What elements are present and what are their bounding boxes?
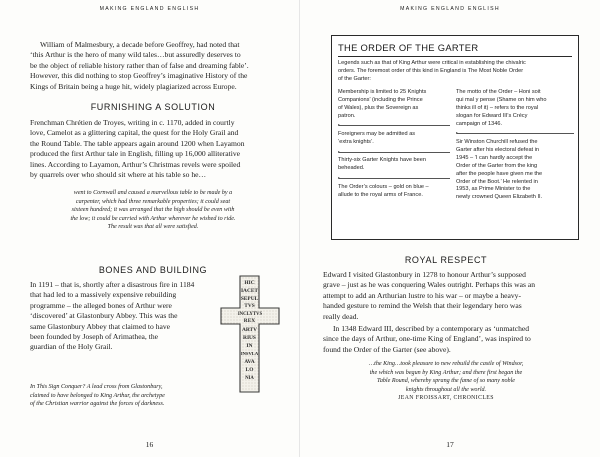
text-line: patron. xyxy=(338,112,356,119)
inscription-line: ARTV xyxy=(241,327,258,333)
box-fact xyxy=(456,89,574,129)
box-title: THE ORDER OF THE GARTER xyxy=(338,42,572,57)
caption-line: In This Sign Conquer? A lead cross from Glastonbury, xyxy=(30,384,163,390)
inscription-line: TVS xyxy=(244,303,255,309)
text-line: since the days of Arthur, one-time King of England’, was inspired to xyxy=(323,334,531,344)
quote-line: went to Cornwall and caused a marvellous table to be made by a xyxy=(73,190,233,196)
box-fact xyxy=(338,184,450,200)
text-line: attempt to add an Arthurian lustre to his war – or maybe a heavy- xyxy=(323,290,522,300)
box-intro xyxy=(338,60,574,84)
inscription-line: INCLYTVS xyxy=(237,312,263,317)
text-line: Order of the Garter from the king xyxy=(456,162,538,169)
text-line: found the Order of the Garter (see above). xyxy=(323,344,451,354)
section-paragraph xyxy=(30,280,220,353)
section-paragraph xyxy=(30,118,276,180)
text-line: The Order’s colours – gold on blue – xyxy=(338,184,429,190)
quote-line: sixteen hundred; it was arranged that the high should be even with xyxy=(71,207,235,214)
text-line: lines. According to Layamon, Arthur’s Christmas revels were spoiled xyxy=(30,159,241,169)
page-number: 16 xyxy=(145,440,154,449)
section-paragraph xyxy=(323,324,569,355)
text-line: 1953, as Prime Minister to the xyxy=(456,186,531,193)
text-line: love, Camelot as a glittering capital, the quest for the Holy Grail and xyxy=(30,128,239,138)
text-line: of Wales), plus the Sovereign as xyxy=(338,104,419,111)
text-line: Companions’ (including the Prince xyxy=(338,96,423,103)
text-line: guardian of the Holy Grail. xyxy=(30,342,113,352)
text-line: campaign of 1346. xyxy=(456,120,503,127)
text-line: orders. The foremost order of this kind in England is The Most Noble Order xyxy=(338,67,524,74)
order-of-the-garter-box xyxy=(331,35,579,240)
text-line: William of Malmesbury, a decade before Geoffrey, had noted that xyxy=(40,40,240,49)
page-number: 17 xyxy=(446,440,454,449)
running-head: MAKING ENGLAND ENGLISH xyxy=(99,6,200,12)
quote-line: knights throughout all the world. xyxy=(405,386,487,393)
inscription-line: IN xyxy=(246,343,253,349)
inscription-line: AVA xyxy=(244,359,255,365)
text-line: Order of the Boot.’ He relented in xyxy=(456,178,538,185)
text-line: same Glastonbury Abbey that claimed to have xyxy=(30,321,171,331)
text-line: Membership is limited to 25 Knights xyxy=(338,89,427,95)
lead-cross-image xyxy=(218,274,282,396)
inscription-line: IACET xyxy=(240,288,259,294)
text-line: handed gesture to remind the Welsh that their legendary hero was xyxy=(323,301,522,311)
text-line: Foreigners may be admitted as xyxy=(338,131,416,137)
text-line: Garter after his electoral defeat in xyxy=(456,146,540,153)
text-line: after the people have given me the xyxy=(456,170,543,177)
text-line: ‘extra knights’. xyxy=(338,138,374,145)
text-line: newly crowned Queen Elizabeth II. xyxy=(456,194,543,201)
section-heading: BONES AND BUILDING xyxy=(98,265,208,275)
text-line: be the object of reliable history rather than of false and dreaming fable’. xyxy=(30,60,249,70)
text-line: that had led to a massively expensive rebuilding xyxy=(30,290,177,300)
running-head: MAKING ENGLAND ENGLISH xyxy=(400,6,500,12)
quote-line: the which was begun by King Arthur; and there first began the xyxy=(369,369,523,376)
quote-line: Table Round, whereby sprang the fame of so many noble xyxy=(377,378,515,385)
text-line: qui mal y pense (Shame on him who xyxy=(456,96,547,103)
box-fact xyxy=(338,131,450,147)
text-line: The motto of the Order – Honi soit xyxy=(456,89,541,95)
text-line: thinks ill of it) – refers to the royal xyxy=(456,104,539,111)
text-line: Legends such as that of King Arthur were critical in establishing the chivalric xyxy=(338,60,526,66)
divider-arrow xyxy=(339,152,450,153)
text-line: by quarrels over who should sit where at his table so he… xyxy=(30,170,207,180)
text-line: grave – just as he was conquering Wales outright. Perhaps this was an xyxy=(323,280,536,290)
divider-arrow xyxy=(457,133,574,134)
section-heading: ROYAL RESPECT xyxy=(404,255,488,265)
inscription-line: NIA xyxy=(245,376,254,381)
block-quote xyxy=(30,189,276,232)
text-line: programme – the alleged bones of Arthur were xyxy=(30,300,172,310)
text-line: allude to the royal arms of France. xyxy=(338,191,423,198)
text-line: Frenchman Chrétien de Troyes, writing in c. 1170, added in courtly xyxy=(30,118,235,127)
section-heading: FURNISHING A SOLUTION xyxy=(90,102,216,112)
text-line: Edward I visited Glastonbury in 1278 to honour Arthur’s supposed xyxy=(323,270,526,279)
text-line: produced the first Arthur tale in English, filling up 16,000 alliterative xyxy=(30,149,241,159)
inscription-line: SEPUL xyxy=(240,296,259,302)
divider-arrow xyxy=(339,178,450,179)
caption-line: claimed to have belonged to King Arthur, the archetype xyxy=(30,392,165,399)
text-line: In 1348 Edward III, described by a contemporary as ‘unmatched xyxy=(333,324,530,333)
box-fact xyxy=(338,157,450,173)
text-line: been founded by Joseph of Arimathea, the xyxy=(30,332,159,342)
section-paragraph xyxy=(323,270,569,322)
text-line: In 1191 – that is, shortly after a disastrous fire in 1184 xyxy=(30,280,195,289)
text-line: the Round Table. The table appears again around 1200 when Layamon xyxy=(30,138,245,148)
text-line: 1945 – ‘I can hardly accept the xyxy=(456,154,533,161)
text-line: beheaded. xyxy=(338,164,365,171)
text-line: of the Garter: xyxy=(338,75,371,82)
caption-line: of the Christian warrior against the forces of darkness. xyxy=(30,401,165,408)
intro-paragraph xyxy=(30,40,276,92)
inscription-line: LO xyxy=(245,367,254,373)
box-fact xyxy=(456,139,574,202)
box-fact xyxy=(338,89,450,121)
text-line: ‘this Arthur is the hero of many wild tales…but assuredly deserves to xyxy=(30,50,241,60)
text-line: Thirty-six Garter Knights have been xyxy=(338,157,426,163)
text-line: really dead. xyxy=(323,311,359,321)
text-line: ‘discovered’ at Glastonbury Abbey. This was the xyxy=(30,311,178,321)
image-caption xyxy=(30,383,220,409)
inscription-line: RIUS xyxy=(243,335,256,341)
quote-attribution: JEAN FROISSART, CHRONICLES xyxy=(398,395,494,402)
quote-line: …the King…took pleasure to new rebuild the castle of Windsor, xyxy=(368,361,524,367)
quote-line: carpenter, which had three remarkable properties; it could seat xyxy=(75,198,231,205)
quote-line: the low; it could be carried with Arthur wherever he wished to ride. xyxy=(70,215,236,222)
inscription-line: HIC xyxy=(244,280,255,286)
text-line: slogan for Edward III’s Crécy xyxy=(456,112,528,119)
inscription-line: REX xyxy=(243,318,256,324)
text-line: However, this did nothing to stop Geoffrey’s imaginative History of the xyxy=(30,71,248,81)
inscription-line: INSVLA xyxy=(240,351,259,356)
block-quote xyxy=(323,360,569,402)
text-line: Sir Winston Churchill refused the xyxy=(456,139,538,145)
divider-arrow xyxy=(339,125,450,126)
quote-line: The result was that all were satisfied. xyxy=(107,224,199,231)
text-line: Kings of Britain being a huge hit, widely plagiarized across Europe. xyxy=(30,81,237,91)
